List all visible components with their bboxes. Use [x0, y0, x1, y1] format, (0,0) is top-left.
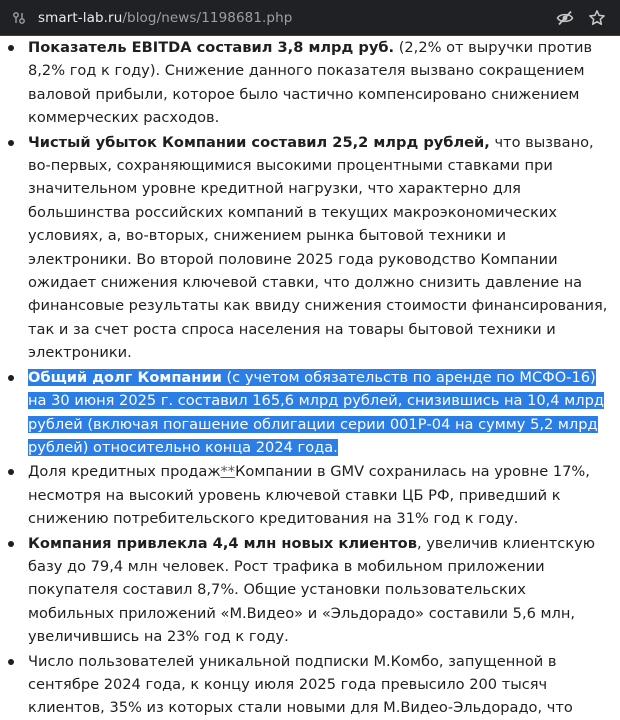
- item-bold-text: Чистый убыток Компании составил 25,2 млрд рублей,: [28, 133, 490, 151]
- site-info-icon[interactable]: [12, 11, 26, 25]
- item-text: , увеличив клиентскую базу до 79,4 млн человек. Рост трафика в мобильном приложении покупателя составил 8,7%. Общие установки пользовательских мобильных приложений «М.Видео» и «Эльдорадо» составили 5,6 млн, увеличившись на 23% год к году.: [28, 534, 596, 646]
- url-text[interactable]: [38, 0, 292, 36]
- item-text: что вызвано, во-первых, сохраняющимися высокими процентными ставками при значительном уровне кредитной нагрузки, что характерно для большинства российских компаний в текущих макроэкономических условиях, а, во-вторых, снижением рынка бытовой техники и электроники. Во второй половине 2025 года руководство Компании ожидает снижения ключевой ставки, что должно снизить давление на финансовые результаты как ввиду снижения стоимости финансирования, так и за счет роста спроса населения на товары бытовой техники и электроники.: [28, 133, 608, 362]
- bullet-dot: [8, 659, 14, 665]
- article-content: [0, 36, 620, 720]
- bullet-dot: [8, 375, 14, 381]
- browser-address-bar[interactable]: [0, 0, 620, 36]
- bullet-dot: [8, 541, 14, 547]
- item-text-before: Доля кредитных продаж: [28, 463, 221, 481]
- url-path: /blog/news/1198681.php: [122, 10, 293, 26]
- bullet-dot: [8, 469, 14, 475]
- item-bold-text: Общий долг Компании: [28, 368, 222, 386]
- item-text: (2,2% от выручки против 8,2% год к году). Снижение данного показателя вызвано сокращением валовой прибыли, которое было частично компенсировано снижением коммерческих расходов.: [28, 39, 593, 127]
- eye-slash-icon[interactable]: [556, 9, 574, 27]
- item-text: Компании в GMV сохранилась на уровне 17%, несмотря на высокий уровень ключевой ставки ЦБ РФ, приведший к снижению потребительского кредитования на 31% год к году.: [28, 463, 590, 528]
- footnote-link[interactable]: **: [220, 463, 236, 481]
- item-text: Число пользователей уникальной подписки М.Комбо, запущенной в сентябре 2024 года, к концу июля 2025 года превысило 200 тысяч клиентов, 35% из которых стали новыми для М.Видео-Эльдорадо, что: [28, 652, 573, 717]
- news-bullet-list: [28, 36, 620, 720]
- list-item-subscription: [28, 650, 620, 720]
- bullet-dot: [8, 140, 14, 146]
- item-bold-text: Компания привлекла 4,4 млн новых клиентов: [28, 534, 417, 552]
- bullet-dot: [8, 45, 14, 51]
- bookmark-star-icon[interactable]: [588, 9, 606, 27]
- url-host: smart-lab.ru: [38, 10, 123, 26]
- item-text: (с учетом обязательств по аренде по МСФО-16) на 30 июня 2025 г. составил 165,6 млрд рублей, снизившись на 10,4 млрд рублей (включая погашение облигации серии 001Р-04 на сумму 5,2 млрд рублей) относительно конца 2024 года.: [28, 368, 604, 456]
- list-item-net-loss: [28, 131, 620, 365]
- list-item-new-clients: [28, 532, 620, 649]
- list-item-total-debt-selected[interactable]: [28, 366, 620, 460]
- list-item-credit-sales: [28, 460, 620, 530]
- item-bold-text: Показатель EBITDA составил 3,8 млрд руб.: [28, 39, 395, 56]
- list-item-ebitda: [28, 36, 620, 130]
